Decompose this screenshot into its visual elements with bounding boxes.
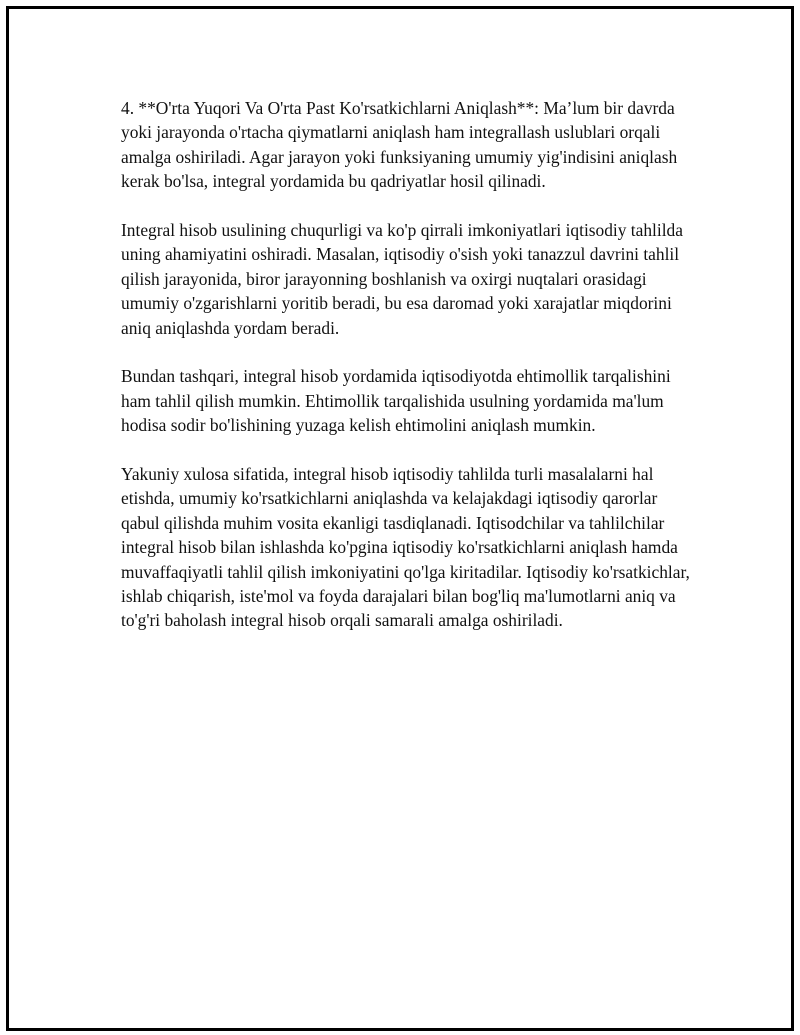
paragraph-depth: Integral hisob usulining chuqurligi va ko'p qirrali imkoniyatlari iqtisodiy tahlilda uning ahamiyatini oshiradi. Masalan, iqtisodiy o'sish yoki tanazzul davrini tahlil qilish jarayonida, biror jarayonning boshlanish va oxirgi nuqtalari orasidagi umumiy o'zgarishlarni yoritib beradi, bu esa daromad yoki xarajatlar miqdorini aniq aniqlashda yordam beradi. bbox=[121, 220, 683, 338]
page-border bbox=[6, 6, 794, 1031]
paragraph-conclusion: Yakuniy xulosa sifatida, integral hisob iqtisodiy tahlilda turli masalalarni hal etishda, umumiy ko'rsatkichlarni aniqlashda va kelajakdagi iqtisodiy qarorlar qabul qilishda muhim vosita ekanligi tasdiqlanadi. Iqtisodchilar va tahlilchilar integral hisob bilan ishlashda ko'pgina iqtisodiy ko'rsatkichlarni aniqlash hamda muvaffaqiyatli tahlil qilish imkoniyatini qo'lga kiritadilar. Iqtisodiy ko'rsatkichlar, ishlab chiqarish, iste'mol va foyda darajalari bilan bog'liq ma'lumotlarni aniq va to'g'ri baholash integral hisob orqali samarali amalga oshiriladi. bbox=[121, 464, 690, 631]
document-body bbox=[121, 96, 696, 657]
paragraph-averages: 4. **O'rta Yuqori Va O'rta Past Ko'rsatkichlarni Aniqlash**: Ma’lum bir davrda yoki jarayonda o'rtacha qiymatlarni aniqlash ham integrallash uslublari orqali amalga oshiriladi. Agar jarayon yoki funksiyaning umumiy yig'indisini aniqlash kerak bo'lsa, integral yordamida bu qadriyatlar hosil qilinadi. bbox=[121, 98, 678, 192]
paragraph-probability: Bundan tashqari, integral hisob yordamida iqtisodiyotda ehtimollik tarqalishini ham tahlil qilish mumkin. Ehtimollik tarqalishida usulning yordamida ma'lum hodisa sodir bo'lishining yuzaga kelish ehtimolini aniqlash mumkin. bbox=[121, 366, 671, 436]
